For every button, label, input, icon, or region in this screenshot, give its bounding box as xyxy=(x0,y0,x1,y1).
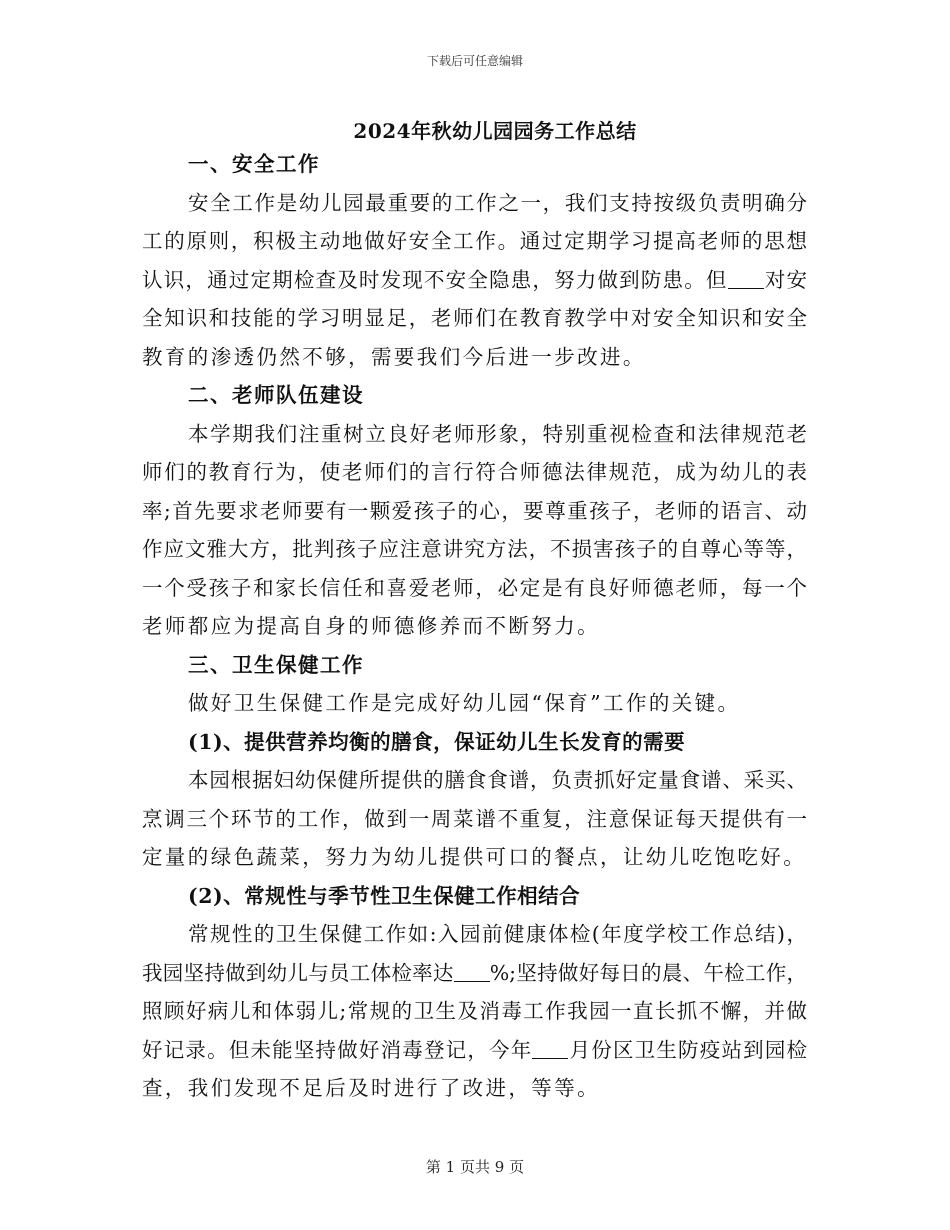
paragraph-line: 常规性的卫生保健工作如:入园前健康体检(年度学校工作总结)， xyxy=(188,922,807,946)
paragraph-line: 师们的教育行为，使老师们的言行符合师德法律规范，成为幼儿的表 xyxy=(142,460,807,484)
page-number: 第 1 页共 9 页 xyxy=(425,1158,525,1176)
paragraph-text: 认识，通过定期检查及时发现不安全隐患，努力做到防患。但 xyxy=(142,267,728,292)
paragraph-line: 定量的绿色蔬菜，努力为幼儿提供可口的餐点，让幼儿吃饱吃好。 xyxy=(142,845,807,869)
fill-in-blank xyxy=(728,268,764,289)
paragraph-line: 作应文雅大方，批判孩子应注意讲究方法，不损害孩子的自尊心等等， xyxy=(142,537,807,561)
section-heading-health: 三、卫生保健工作 xyxy=(188,652,364,677)
paragraph-text: 好记录。但未能坚持做好消毒登记，今年 xyxy=(142,1037,533,1062)
section-heading-safety: 一、安全工作 xyxy=(188,152,320,176)
section-heading-teachers: 二、老师队伍建设 xyxy=(188,383,364,407)
paragraph-line xyxy=(142,954,807,993)
paragraph-line: 教育的渗透仍然不够，需要我们今后进一步改进。 xyxy=(142,344,646,369)
paragraph-line: 安全工作是幼儿园最重要的工作之一，我们支持按级负责明确分 xyxy=(188,190,807,215)
sub-heading-nutrition: (1)、提供营养均衡的膳食，保证幼儿生长发育的需要 xyxy=(188,729,686,754)
paragraph-text: 我园坚持做到幼儿与员工体检率达 xyxy=(142,960,454,985)
document-body xyxy=(142,145,807,1108)
paragraph-line: 率;首先要求老师要有一颗爱孩子的心，要尊重孩子，老师的语言、动 xyxy=(142,498,807,523)
paragraph-text: 月份区卫生防疫站到园检 xyxy=(568,1037,808,1062)
paragraph-line xyxy=(142,261,807,300)
paragraph-line: 查，我们发现不足后及时进行了改进，等等。 xyxy=(142,1076,600,1100)
paragraph-line: 老师都应为提高自身的师德修养而不断努力。 xyxy=(142,614,600,638)
paragraph-text: %;坚持做好每日的晨、午检工作， xyxy=(489,960,808,985)
fill-in-blank xyxy=(454,961,490,982)
header-note: 下载后可任意编辑 xyxy=(426,54,523,68)
paragraph-line: 一个受孩子和家长信任和喜爱老师，必定是有良好师德老师，每一个 xyxy=(142,575,807,600)
paragraph-line: 照顾好病儿和体弱儿;常规的卫生及消毒工作我园一直长抓不懈，并做 xyxy=(142,999,807,1023)
paragraph-line: 烹调三个环节的工作，做到一周菜谱不重复，注意保证每天提供有一 xyxy=(142,806,807,831)
paragraph-line xyxy=(142,1031,807,1070)
paragraph-text: 对安 xyxy=(763,267,808,292)
paragraph-line: 全知识和技能的学习明显足，老师们在教育教学中对安全知识和安全 xyxy=(142,306,807,330)
fill-in-blank xyxy=(532,1038,568,1059)
paragraph-line: 本园根据妇幼保健所提供的膳食食谱，负责抓好定量食谱、采买、 xyxy=(188,768,807,792)
paragraph-line: 做好卫生保健工作是完成好幼儿园“保育”工作的关键。 xyxy=(188,691,741,715)
sub-heading-routine-health: (2)、常规性与季节性卫生保健工作相结合 xyxy=(188,883,581,908)
paragraph-line: 工的原则，积极主动地做好安全工作。通过定期学习提高老师的思想 xyxy=(142,229,807,253)
paragraph-line: 本学期我们注重树立良好老师形象，特别重视检查和法律规范老 xyxy=(188,421,807,446)
document-title: 2024年秋幼儿园园务工作总结 xyxy=(353,119,637,143)
